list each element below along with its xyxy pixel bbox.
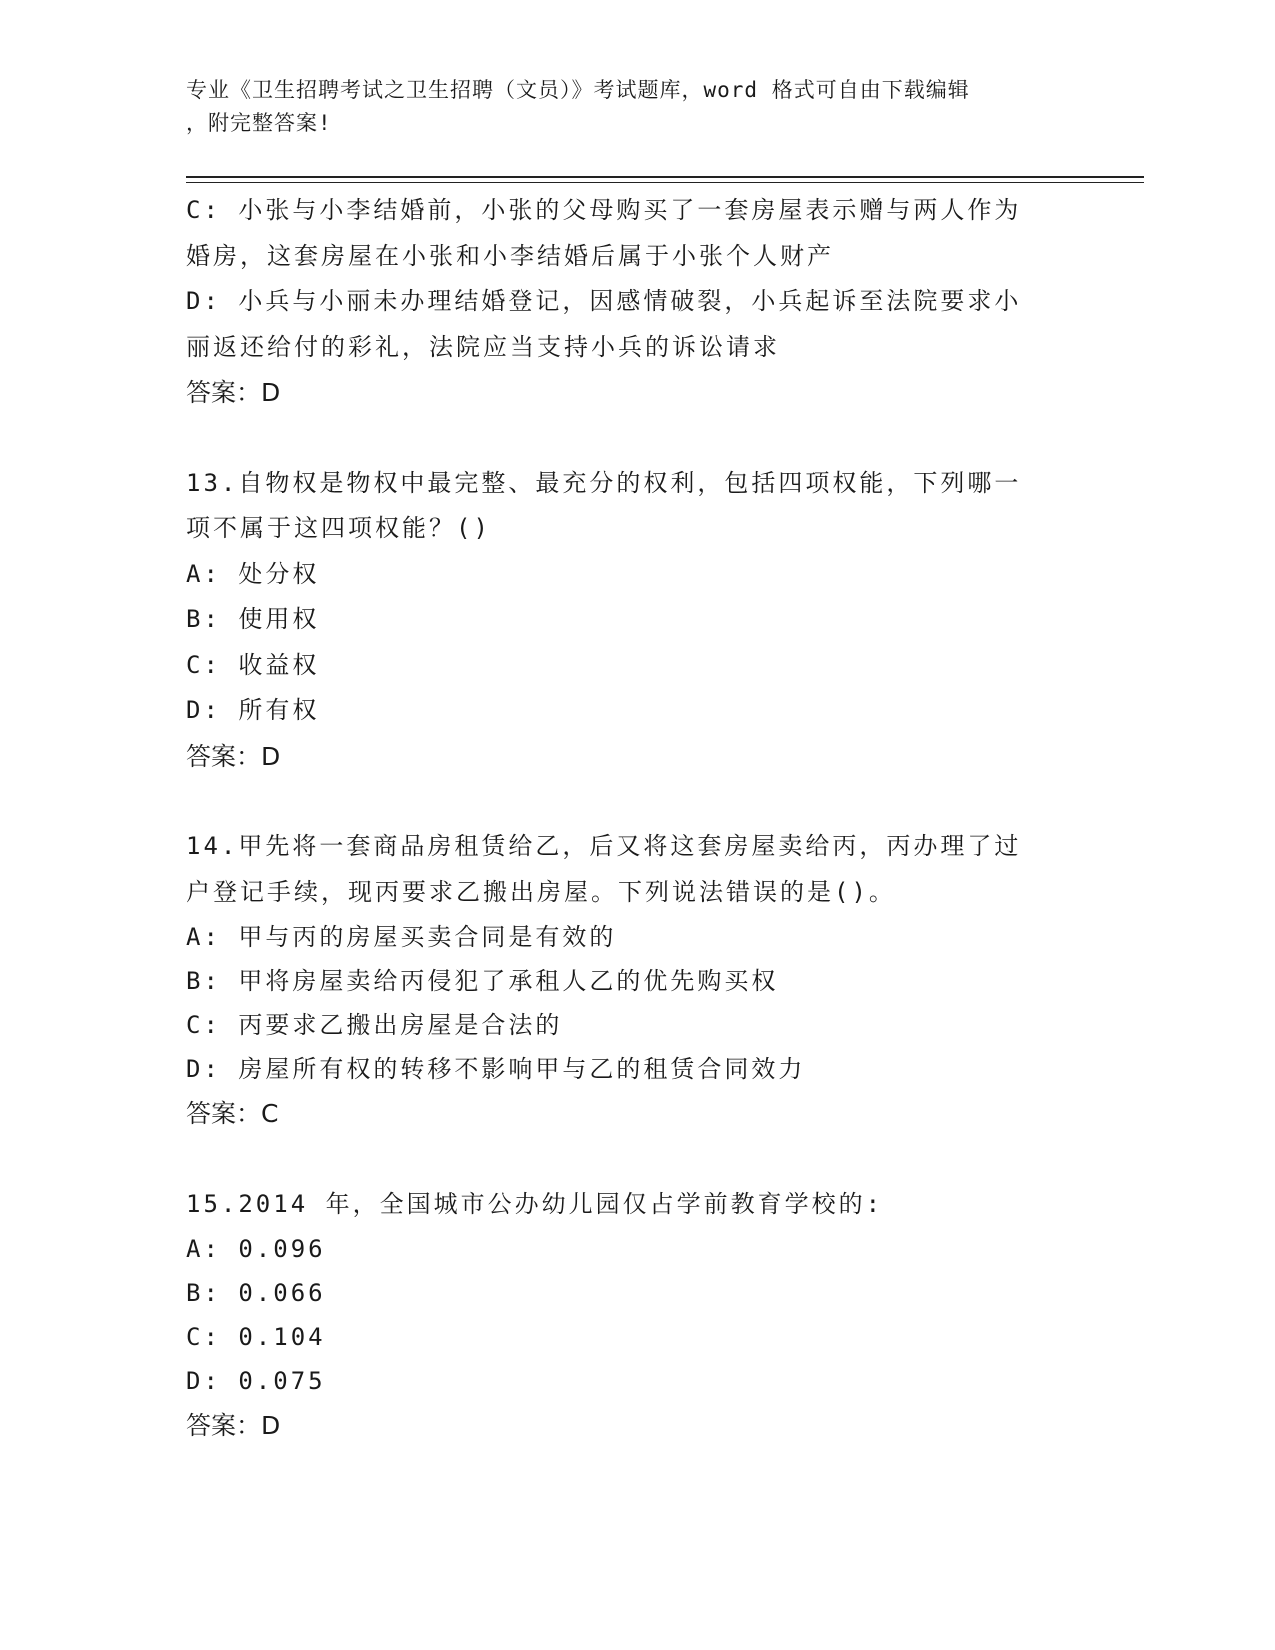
option-b: B: 0.066 — [186, 1279, 326, 1307]
answer-line: 答案：D — [186, 378, 281, 407]
option-c: C: 丙要求乙搬出房屋是合法的 — [186, 1011, 563, 1039]
header-rule-thick — [186, 176, 1144, 178]
question-14 — [186, 824, 1066, 1137]
option-c-line-1: C: 小张与小李结婚前，小张的父母购买了一套房屋表示赠与两人作为 — [186, 196, 1022, 224]
document-header — [186, 74, 1066, 140]
question-13 — [186, 461, 1066, 780]
header-line-1: 专业《卫生招聘考试之卫生招聘（文员）》考试题库，word 格式可自由下载编辑 — [186, 78, 970, 102]
option-b: B: 甲将房屋卖给丙侵犯了承租人乙的优先购买权 — [186, 967, 779, 995]
question-stem-line-1: 15.2014 年，全国城市公办幼儿园仅占学前教育学校的: — [186, 1189, 884, 1218]
question-spacer — [186, 779, 1066, 824]
question-stem-line-1: 13.自物权是物权中最完整、最充分的权利，包括四项权能，下列哪一 — [186, 468, 1022, 497]
option-d: D: 所有权 — [186, 696, 320, 724]
option-c-line-2: 婚房，这套房屋在小张和小李结婚后属于小张个人财产 — [186, 241, 834, 270]
option-d: D: 0.075 — [186, 1367, 326, 1395]
question-spacer — [186, 1137, 1066, 1182]
header-line-2: ，附完整答案! — [186, 111, 332, 135]
question-spacer — [186, 416, 1066, 461]
answer-line: 答案：D — [186, 741, 281, 771]
answer-line: 答案：D — [186, 1411, 281, 1440]
option-a: A: 甲与丙的房屋买卖合同是有效的 — [186, 923, 617, 951]
option-c: C: 0.104 — [186, 1323, 326, 1351]
option-d-line-2: 丽返还给付的彩礼，法院应当支持小兵的诉讼请求 — [186, 332, 780, 361]
option-c: C: 收益权 — [186, 650, 320, 679]
question-stem-line-1: 14.甲先将一套商品房租赁给乙，后又将这套房屋卖给丙，丙办理了过 — [186, 832, 1022, 860]
option-a: A: 处分权 — [186, 559, 320, 588]
question-12-tail — [186, 188, 1066, 416]
option-d-line-1: D: 小兵与小丽未办理结婚登记，因感情破裂，小兵起诉至法院要求小 — [186, 287, 1022, 315]
option-a: A: 0.096 — [186, 1235, 326, 1263]
question-stem-line-2: 户登记手续，现丙要求乙搬出房屋。下列说法错误的是()。 — [186, 877, 896, 906]
option-b: B: 使用权 — [186, 605, 320, 633]
option-d: D: 房屋所有权的转移不影响甲与乙的租赁合同效力 — [186, 1055, 806, 1083]
question-list — [186, 188, 1066, 1449]
answer-line: 答案：C — [186, 1099, 279, 1128]
header-rule-thin — [186, 182, 1144, 183]
question-stem-line-2: 项不属于这四项权能？() — [186, 514, 491, 542]
question-15 — [186, 1182, 1066, 1449]
